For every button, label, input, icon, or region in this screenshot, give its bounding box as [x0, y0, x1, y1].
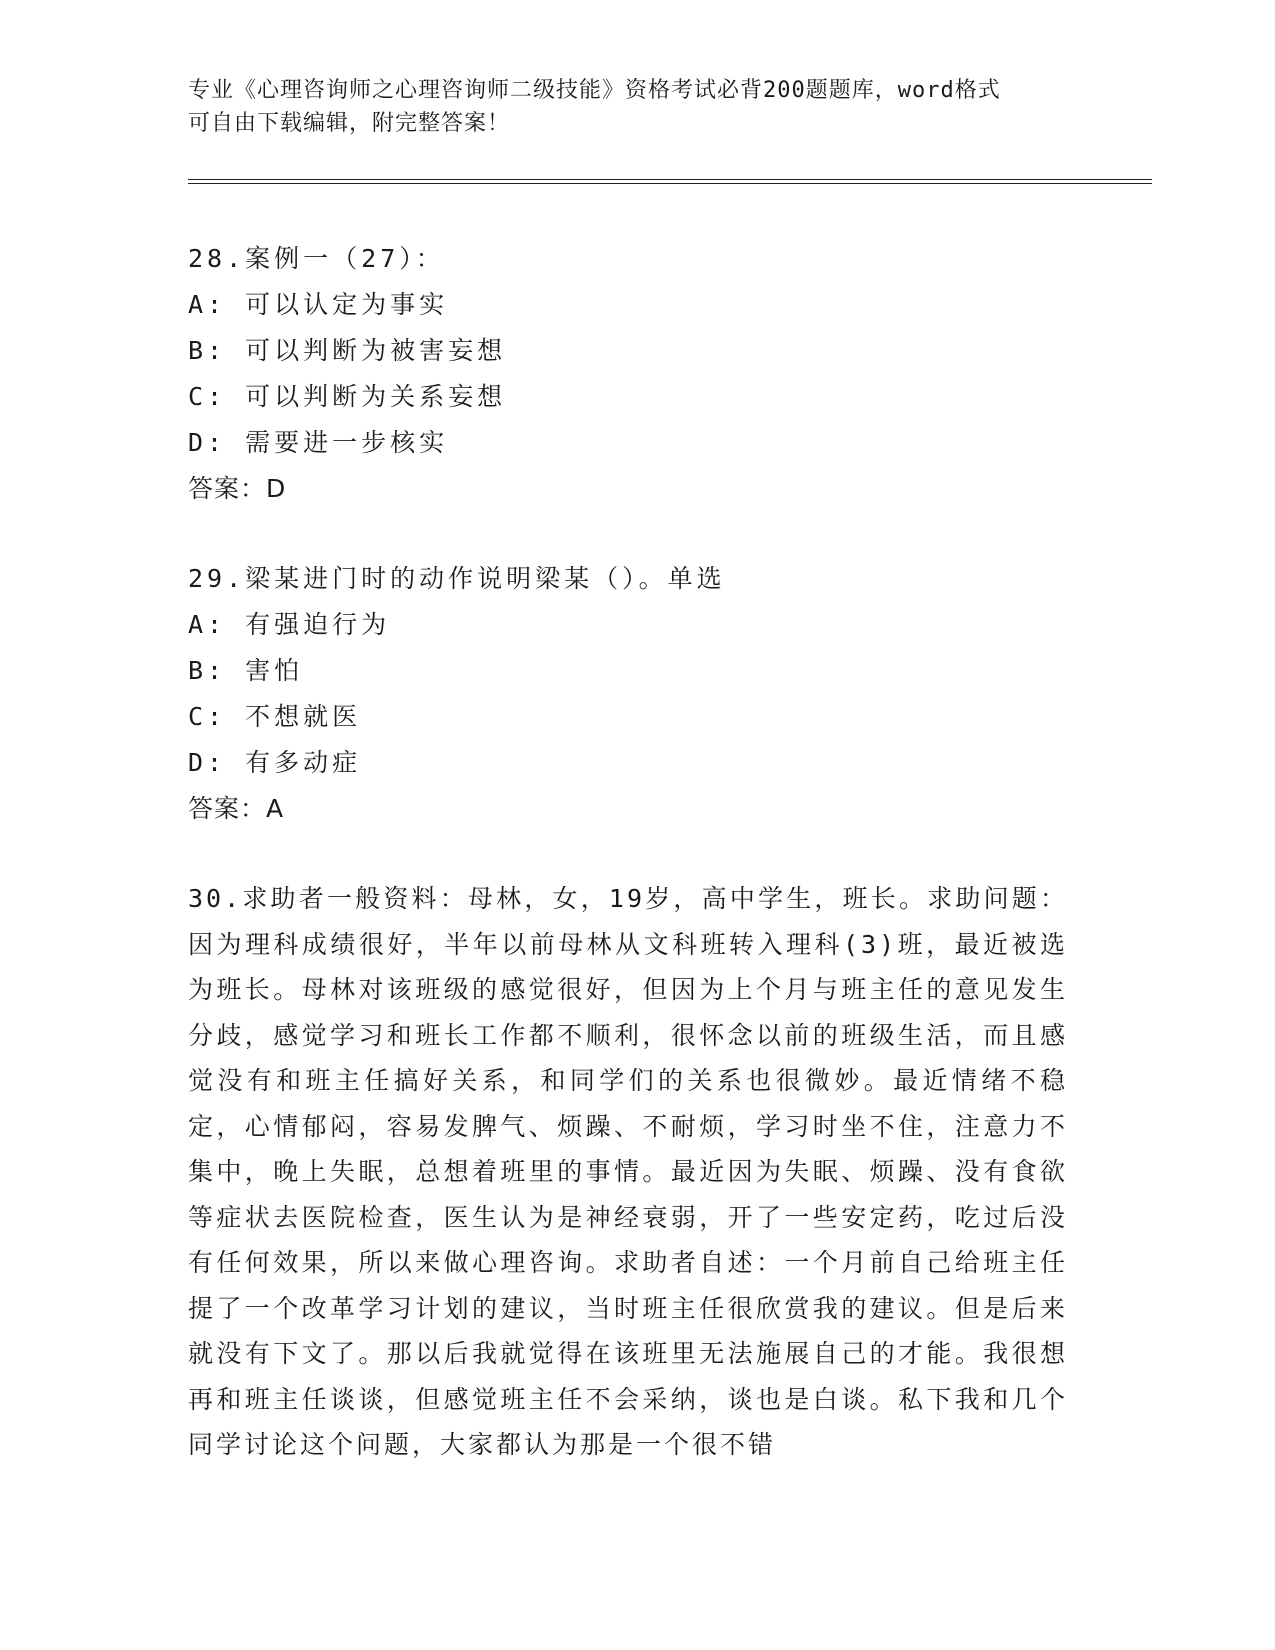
option-b: B: 害怕	[188, 656, 304, 685]
document-header	[188, 74, 1088, 140]
header-line-1: 专业《心理咨询师之心理咨询师二级技能》资格考试必背200题题库，word格式	[188, 78, 1001, 103]
header-divider-bottom	[188, 183, 1152, 184]
question-stem: 30.求助者一般资料：母林，女，19岁，高中学生，班长。求助问题：因为理科成绩很好，半年以前母林从文科班转入理科(3)班，最近被选为班长。母林对该班级的感觉很好，但因为上个月与班主任的意见发生分歧，感觉学习和班长工作都不顺利，很怀念以前的班级生活，而且感觉没有和班主任搞好关系，和同学们的关系也很微妙。最近情绪不稳定，心情郁闷，容易发脾气、烦躁、不耐烦，学习时坐不住，注意力不集中，晚上失眠，总想着班里的事情。最近因为失眠、烦躁、没有食欲等症状去医院检查，医生认为是神经衰弱，开了一些安定药，吃过后没有任何效果，所以来做心理咨询。求助者自述：一个月前自己给班主任提了一个改革学习计划的建议，当时班主任很欣赏我的建议。但是后来就没有下文了。那以后我就觉得在该班里无法施展自己的才能。我很想再和班主任谈谈，但感觉班主任不会采纳，谈也是白谈。私下我和几个同学讨论这个问题，大家都认为那是一个很不错	[188, 884, 1068, 1459]
question-28	[188, 236, 1068, 512]
answer-line: 答案：A	[188, 794, 285, 823]
option-c: C: 可以判断为关系妄想	[188, 382, 507, 411]
question-30	[188, 876, 1068, 1468]
option-d: D: 需要进一步核实	[188, 428, 449, 457]
answer-line: 答案：D	[188, 474, 287, 503]
question-stem: 28.案例一（27）：	[188, 244, 445, 273]
option-c: C: 不想就医	[188, 702, 362, 731]
option-a: A: 可以认定为事实	[188, 290, 449, 319]
question-29	[188, 556, 1068, 832]
option-b: B: 可以判断为被害妄想	[188, 336, 507, 365]
option-a: A: 有强迫行为	[188, 610, 391, 639]
question-stem: 29.梁某进门时的动作说明梁某（）。单选	[188, 564, 726, 593]
option-d: D: 有多动症	[188, 748, 362, 777]
header-divider-top	[188, 179, 1152, 180]
header-line-2: 可自由下载编辑，附完整答案！	[188, 111, 511, 136]
